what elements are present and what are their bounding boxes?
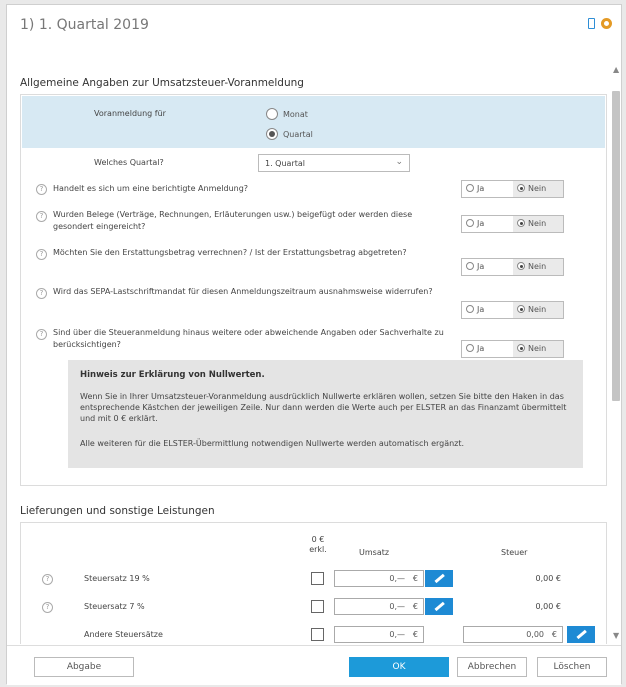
help-icon[interactable]: ? xyxy=(36,329,47,340)
question-attachments: Wurden Belege (Verträge, Rechnungen, Erläuterungen usw.) beigefügt oder werden diese gesondert eingereicht? xyxy=(53,210,413,231)
vertical-scrollbar[interactable] xyxy=(611,61,621,641)
umsatz-header: Umsatz xyxy=(359,548,390,557)
radio-month[interactable] xyxy=(266,108,278,120)
option-no[interactable]: Nein xyxy=(513,216,563,232)
radio-quarter[interactable] xyxy=(266,128,278,140)
yes-no-toggle-additional[interactable] xyxy=(461,340,564,358)
filing-period-band xyxy=(22,96,605,148)
option-no[interactable]: Nein xyxy=(513,302,563,318)
radio-quarter-label: Quartal xyxy=(283,130,313,139)
title-bar xyxy=(7,5,621,49)
delete-button[interactable]: Löschen xyxy=(537,657,607,677)
zero-checkbox-7[interactable] xyxy=(311,600,324,613)
steuer-header: Steuer xyxy=(501,548,528,557)
quarter-select[interactable] xyxy=(258,154,410,172)
help-icon[interactable]: ? xyxy=(42,574,53,585)
deliveries-section-heading: Lieferungen und sonstige Leistungen xyxy=(20,505,215,517)
pencil-icon[interactable] xyxy=(425,598,453,615)
option-yes[interactable]: Ja xyxy=(466,341,510,357)
steuer-value-7: 0,00 € xyxy=(535,602,561,611)
pencil-icon[interactable] xyxy=(567,626,595,643)
ok-button[interactable]: OK xyxy=(349,657,449,677)
option-yes[interactable]: Ja xyxy=(466,302,510,318)
settings-ring-icon[interactable] xyxy=(601,18,612,29)
option-no[interactable]: Nein xyxy=(513,181,563,197)
radio-month-label: Monat xyxy=(283,110,308,119)
zero-checkbox-19[interactable] xyxy=(311,572,324,585)
help-icon[interactable]: ? xyxy=(36,249,47,260)
chevron-up-icon[interactable]: ▲ xyxy=(613,65,620,74)
yes-no-toggle-corrected[interactable] xyxy=(461,180,564,198)
deliveries-section xyxy=(20,522,607,644)
option-no[interactable]: Nein xyxy=(513,341,563,357)
document-icon[interactable] xyxy=(588,18,595,29)
dialog xyxy=(6,4,622,684)
option-no[interactable]: Nein xyxy=(513,259,563,275)
row-label-19: Steuersatz 19 % xyxy=(84,574,150,583)
hint-text-2: Alle weiteren für die ELSTER-Übermittlung notwendigen Nullwerte werden automatisch ergänzt. xyxy=(80,439,465,448)
row-label-other: Andere Steuersätze xyxy=(84,630,163,639)
steuer-value-19: 0,00 € xyxy=(535,574,561,583)
help-icon[interactable]: ? xyxy=(42,602,53,613)
zero-declared-header: 0 € erkl. xyxy=(309,535,327,554)
question-corrected: Handelt es sich um eine berichtigte Anmeldung? xyxy=(53,184,249,193)
dialog-footer xyxy=(7,645,621,685)
quarter-select-value: 1. Quartal xyxy=(265,159,305,168)
umsatz-input-other[interactable]: 0,— € xyxy=(334,626,424,643)
help-icon[interactable]: ? xyxy=(36,211,47,222)
filing-for-label: Voranmeldung für xyxy=(94,109,166,118)
steuer-input-other[interactable]: 0,00 € xyxy=(463,626,563,643)
option-yes[interactable]: Ja xyxy=(466,259,510,275)
question-sepa: Wird das SEPA-Lastschriftmandat für diesen Anmeldungszeitraum ausnahmsweise widerrufen? xyxy=(53,287,433,296)
chevron-down-icon[interactable]: ▼ xyxy=(613,631,620,640)
yes-no-toggle-attachments[interactable] xyxy=(461,215,564,233)
form-scroll-area[interactable] xyxy=(7,49,621,644)
help-icon[interactable]: ? xyxy=(36,288,47,299)
hint-title: Hinweis zur Erklärung von Nullwerten. xyxy=(80,370,265,380)
pencil-icon[interactable] xyxy=(425,570,453,587)
row-label-7: Steuersatz 7 % xyxy=(84,602,145,611)
zero-checkbox-other[interactable] xyxy=(311,628,324,641)
which-quarter-label: Welches Quartal? xyxy=(94,158,164,167)
option-yes[interactable]: Ja xyxy=(466,216,510,232)
submit-button[interactable]: Abgabe xyxy=(34,657,134,677)
chevron-down-icon: ⌄ xyxy=(395,157,403,167)
umsatz-input-7[interactable]: 0,— € xyxy=(334,598,424,615)
scroll-thumb[interactable] xyxy=(612,91,620,401)
question-additional: Sind über die Steueranmeldung hinaus weitere oder abweichende Angaben oder Sachverhalte zu berücksichtigen? xyxy=(53,328,444,349)
cancel-button[interactable]: Abbrechen xyxy=(457,657,527,677)
yes-no-toggle-refund[interactable] xyxy=(461,258,564,276)
hint-text-1: Wenn Sie in Ihrer Umsatzsteuer-Voranmeldung ausdrücklich Nullwerte erklären wollen, setzen Sie bitte den Haken in das entsprechende Kästchen der jeweiligen Zeile. Nur dann werden die Werte auch per ELSTER an das Finanzamt übermittelt und mit 0 € erklärt. xyxy=(80,392,567,423)
option-yes[interactable]: Ja xyxy=(466,181,510,197)
help-icon[interactable]: ? xyxy=(36,184,47,195)
umsatz-input-19[interactable]: 0,— € xyxy=(334,570,424,587)
question-refund: Möchten Sie den Erstattungsbetrag verrechnen? / Ist der Erstattungsbetrag abgetreten? xyxy=(53,248,407,257)
dialog-title: 1) 1. Quartal 2019 xyxy=(20,17,149,33)
zero-values-hint xyxy=(68,360,583,468)
yes-no-toggle-sepa[interactable] xyxy=(461,301,564,319)
general-section-heading: Allgemeine Angaben zur Umsatzsteuer-Voranmeldung xyxy=(20,77,304,89)
